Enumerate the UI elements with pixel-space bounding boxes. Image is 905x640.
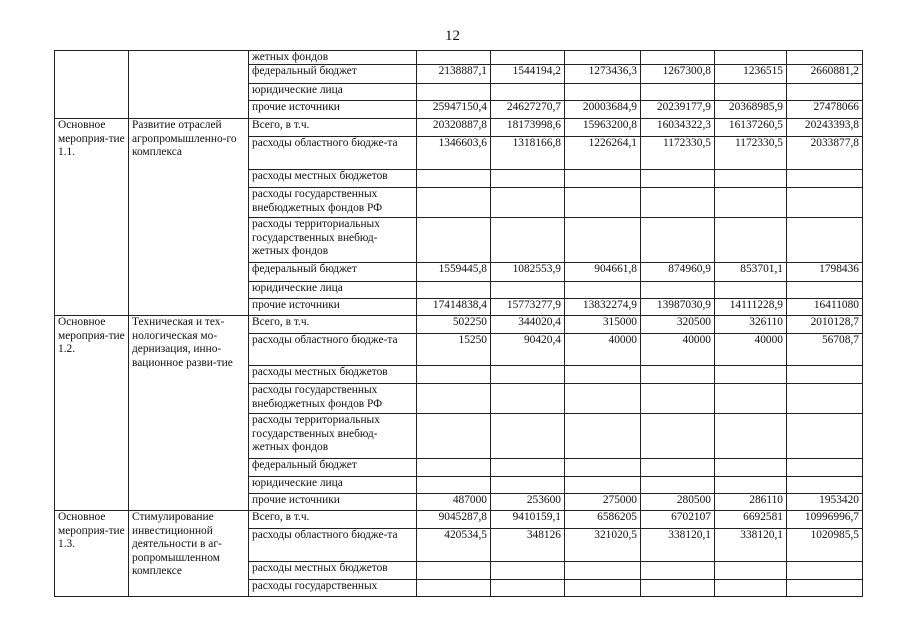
funding-source: расходы областного бюдже-та: [249, 137, 417, 170]
amount-cell: 15773277,9: [491, 299, 565, 316]
amount-cell: [715, 170, 787, 188]
amount-cell: 1544194,2: [491, 65, 565, 84]
amount-cell: [491, 580, 565, 597]
amount-cell: [787, 414, 863, 459]
amount-cell: 6586205: [565, 511, 641, 529]
amount-cell: [417, 170, 491, 188]
table-row: [55, 511, 863, 529]
amount-cell: 20320887,8: [417, 119, 491, 137]
amount-cell: [417, 562, 491, 580]
amount-cell: 280500: [641, 494, 715, 511]
amount-cell: [787, 84, 863, 101]
amount-cell: 253600: [491, 494, 565, 511]
amount-cell: [787, 459, 863, 477]
amount-cell: 904661,8: [565, 263, 641, 282]
funding-source: расходы государственных внебюджетных фондов РФ: [249, 384, 417, 414]
funding-source: расходы местных бюджетов: [249, 366, 417, 384]
amount-cell: 1953420: [787, 494, 863, 511]
amount-cell: 853701,1: [715, 263, 787, 282]
activity-label: [55, 51, 129, 119]
amount-cell: 321020,5: [565, 529, 641, 562]
funding-source: Всего, в т.ч.: [249, 511, 417, 529]
amount-cell: 6692581: [715, 511, 787, 529]
amount-cell: [491, 366, 565, 384]
activity-name: Стимулирование инвестиционной деятельности в аг-ропромышленном комплексе: [129, 511, 249, 597]
amount-cell: 338120,1: [641, 529, 715, 562]
amount-cell: 20368985,9: [715, 101, 787, 119]
amount-cell: [417, 366, 491, 384]
amount-cell: 16411080: [787, 299, 863, 316]
amount-cell: [715, 459, 787, 477]
amount-cell: 2138887,1: [417, 65, 491, 84]
amount-cell: 18173998,6: [491, 119, 565, 137]
amount-cell: 10996996,7: [787, 511, 863, 529]
funding-source: жетных фондов: [249, 51, 417, 65]
amount-cell: [491, 218, 565, 263]
amount-cell: 338120,1: [715, 529, 787, 562]
amount-cell: [417, 384, 491, 414]
amount-cell: [787, 170, 863, 188]
funding-source: расходы местных бюджетов: [249, 562, 417, 580]
amount-cell: 25947150,4: [417, 101, 491, 119]
funding-source: прочие источники: [249, 101, 417, 119]
amount-cell: [565, 282, 641, 299]
amount-cell: [491, 51, 565, 65]
funding-source: Всего, в т.ч.: [249, 119, 417, 137]
activity-label: Основное мероприя-тие 1.2.: [55, 316, 129, 511]
amount-cell: [565, 477, 641, 494]
amount-cell: [491, 84, 565, 101]
amount-cell: 1172330,5: [641, 137, 715, 170]
amount-cell: [715, 477, 787, 494]
amount-cell: 1559445,8: [417, 263, 491, 282]
amount-cell: 20239177,9: [641, 101, 715, 119]
amount-cell: [565, 188, 641, 218]
amount-cell: [417, 580, 491, 597]
amount-cell: 24627270,7: [491, 101, 565, 119]
amount-cell: 17414838,4: [417, 299, 491, 316]
amount-cell: [715, 218, 787, 263]
amount-cell: [565, 384, 641, 414]
table-row: [55, 51, 863, 65]
amount-cell: 2033877,8: [787, 137, 863, 170]
funding-source: расходы территориальных государственных внебюд-жетных фондов: [249, 414, 417, 459]
amount-cell: [565, 562, 641, 580]
funding-source: прочие источники: [249, 299, 417, 316]
amount-cell: [641, 459, 715, 477]
amount-cell: [715, 84, 787, 101]
activity-label: Основное мероприя-тие 1.1.: [55, 119, 129, 316]
activity-name: [129, 51, 249, 119]
amount-cell: [641, 170, 715, 188]
funding-source: федеральный бюджет: [249, 263, 417, 282]
table-row: [55, 119, 863, 137]
amount-cell: 315000: [565, 316, 641, 334]
amount-cell: 40000: [641, 334, 715, 366]
amount-cell: 1082553,9: [491, 263, 565, 282]
amount-cell: 40000: [565, 334, 641, 366]
amount-cell: 420534,5: [417, 529, 491, 562]
funding-source: прочие источники: [249, 494, 417, 511]
amount-cell: [787, 51, 863, 65]
amount-cell: [491, 170, 565, 188]
amount-cell: [641, 51, 715, 65]
amount-cell: [641, 414, 715, 459]
activity-name: Техническая и тех-нологическая мо-дернизация, инно-вационное разви-тие: [129, 316, 249, 511]
amount-cell: 874960,9: [641, 263, 715, 282]
amount-cell: [417, 477, 491, 494]
amount-cell: [715, 384, 787, 414]
activity-name: Развитие отраслей агропромышленно-го комплекса: [129, 119, 249, 316]
amount-cell: [417, 459, 491, 477]
amount-cell: 9045287,8: [417, 511, 491, 529]
amount-cell: [417, 414, 491, 459]
amount-cell: [417, 282, 491, 299]
amount-cell: [491, 459, 565, 477]
amount-cell: [565, 84, 641, 101]
amount-cell: 20003684,9: [565, 101, 641, 119]
amount-cell: [641, 562, 715, 580]
amount-cell: [641, 282, 715, 299]
amount-cell: 9410159,1: [491, 511, 565, 529]
funding-source: юридические лица: [249, 282, 417, 299]
amount-cell: [787, 218, 863, 263]
amount-cell: 1273436,3: [565, 65, 641, 84]
amount-cell: [641, 384, 715, 414]
amount-cell: [641, 580, 715, 597]
amount-cell: [787, 366, 863, 384]
amount-cell: 13832274,9: [565, 299, 641, 316]
amount-cell: 15250: [417, 334, 491, 366]
amount-cell: 1020985,5: [787, 529, 863, 562]
funding-source: расходы территориальных государственных внебюд-жетных фондов: [249, 218, 417, 263]
amount-cell: [417, 218, 491, 263]
amount-cell: 1236515: [715, 65, 787, 84]
amount-cell: [491, 384, 565, 414]
amount-cell: 1318166,8: [491, 137, 565, 170]
funding-source: расходы областного бюдже-та: [249, 334, 417, 366]
amount-cell: [787, 384, 863, 414]
funding-source: расходы областного бюдже-та: [249, 529, 417, 562]
amount-cell: 1226264,1: [565, 137, 641, 170]
amount-cell: [787, 580, 863, 597]
amount-cell: 1346603,6: [417, 137, 491, 170]
amount-cell: [417, 84, 491, 101]
amount-cell: [565, 366, 641, 384]
amount-cell: [715, 366, 787, 384]
funding-source: Всего, в т.ч.: [249, 316, 417, 334]
amount-cell: 487000: [417, 494, 491, 511]
amount-cell: [565, 459, 641, 477]
amount-cell: 326110: [715, 316, 787, 334]
amount-cell: [565, 414, 641, 459]
amount-cell: 16137260,5: [715, 119, 787, 137]
amount-cell: 6702107: [641, 511, 715, 529]
amount-cell: [715, 562, 787, 580]
amount-cell: [491, 188, 565, 218]
amount-cell: 1172330,5: [715, 137, 787, 170]
amount-cell: 1798436: [787, 263, 863, 282]
amount-cell: 348126: [491, 529, 565, 562]
funding-source: федеральный бюджет: [249, 65, 417, 84]
amount-cell: [641, 477, 715, 494]
funding-source: юридические лица: [249, 477, 417, 494]
amount-cell: [787, 282, 863, 299]
amount-cell: [565, 580, 641, 597]
amount-cell: [641, 84, 715, 101]
amount-cell: 40000: [715, 334, 787, 366]
amount-cell: 15963200,8: [565, 119, 641, 137]
budget-table: [54, 50, 863, 597]
amount-cell: 344020,4: [491, 316, 565, 334]
amount-cell: [491, 562, 565, 580]
amount-cell: [715, 580, 787, 597]
amount-cell: [565, 170, 641, 188]
amount-cell: [491, 414, 565, 459]
funding-source: расходы государственных: [249, 580, 417, 597]
amount-cell: [787, 477, 863, 494]
amount-cell: 20243393,8: [787, 119, 863, 137]
amount-cell: [641, 366, 715, 384]
amount-cell: 275000: [565, 494, 641, 511]
amount-cell: [641, 218, 715, 263]
funding-source: расходы местных бюджетов: [249, 170, 417, 188]
amount-cell: 90420,4: [491, 334, 565, 366]
amount-cell: [715, 51, 787, 65]
amount-cell: [417, 188, 491, 218]
amount-cell: 56708,7: [787, 334, 863, 366]
amount-cell: 1267300,8: [641, 65, 715, 84]
amount-cell: 14111228,9: [715, 299, 787, 316]
amount-cell: [565, 218, 641, 263]
amount-cell: 27478066: [787, 101, 863, 119]
amount-cell: 2660881,2: [787, 65, 863, 84]
page-number: 12: [445, 28, 460, 44]
funding-source: федеральный бюджет: [249, 459, 417, 477]
amount-cell: [417, 51, 491, 65]
amount-cell: [641, 188, 715, 218]
amount-cell: 286110: [715, 494, 787, 511]
amount-cell: [491, 282, 565, 299]
amount-cell: 502250: [417, 316, 491, 334]
amount-cell: [491, 477, 565, 494]
amount-cell: [715, 188, 787, 218]
amount-cell: 320500: [641, 316, 715, 334]
amount-cell: [565, 51, 641, 65]
amount-cell: 13987030,9: [641, 299, 715, 316]
table-row: [55, 316, 863, 334]
amount-cell: [715, 414, 787, 459]
funding-source: юридические лица: [249, 84, 417, 101]
amount-cell: [715, 282, 787, 299]
amount-cell: 16034322,3: [641, 119, 715, 137]
funding-source: расходы государственных внебюджетных фондов РФ: [249, 188, 417, 218]
amount-cell: [787, 188, 863, 218]
amount-cell: 2010128,7: [787, 316, 863, 334]
activity-label: Основное мероприя-тие 1.3.: [55, 511, 129, 597]
amount-cell: [787, 562, 863, 580]
